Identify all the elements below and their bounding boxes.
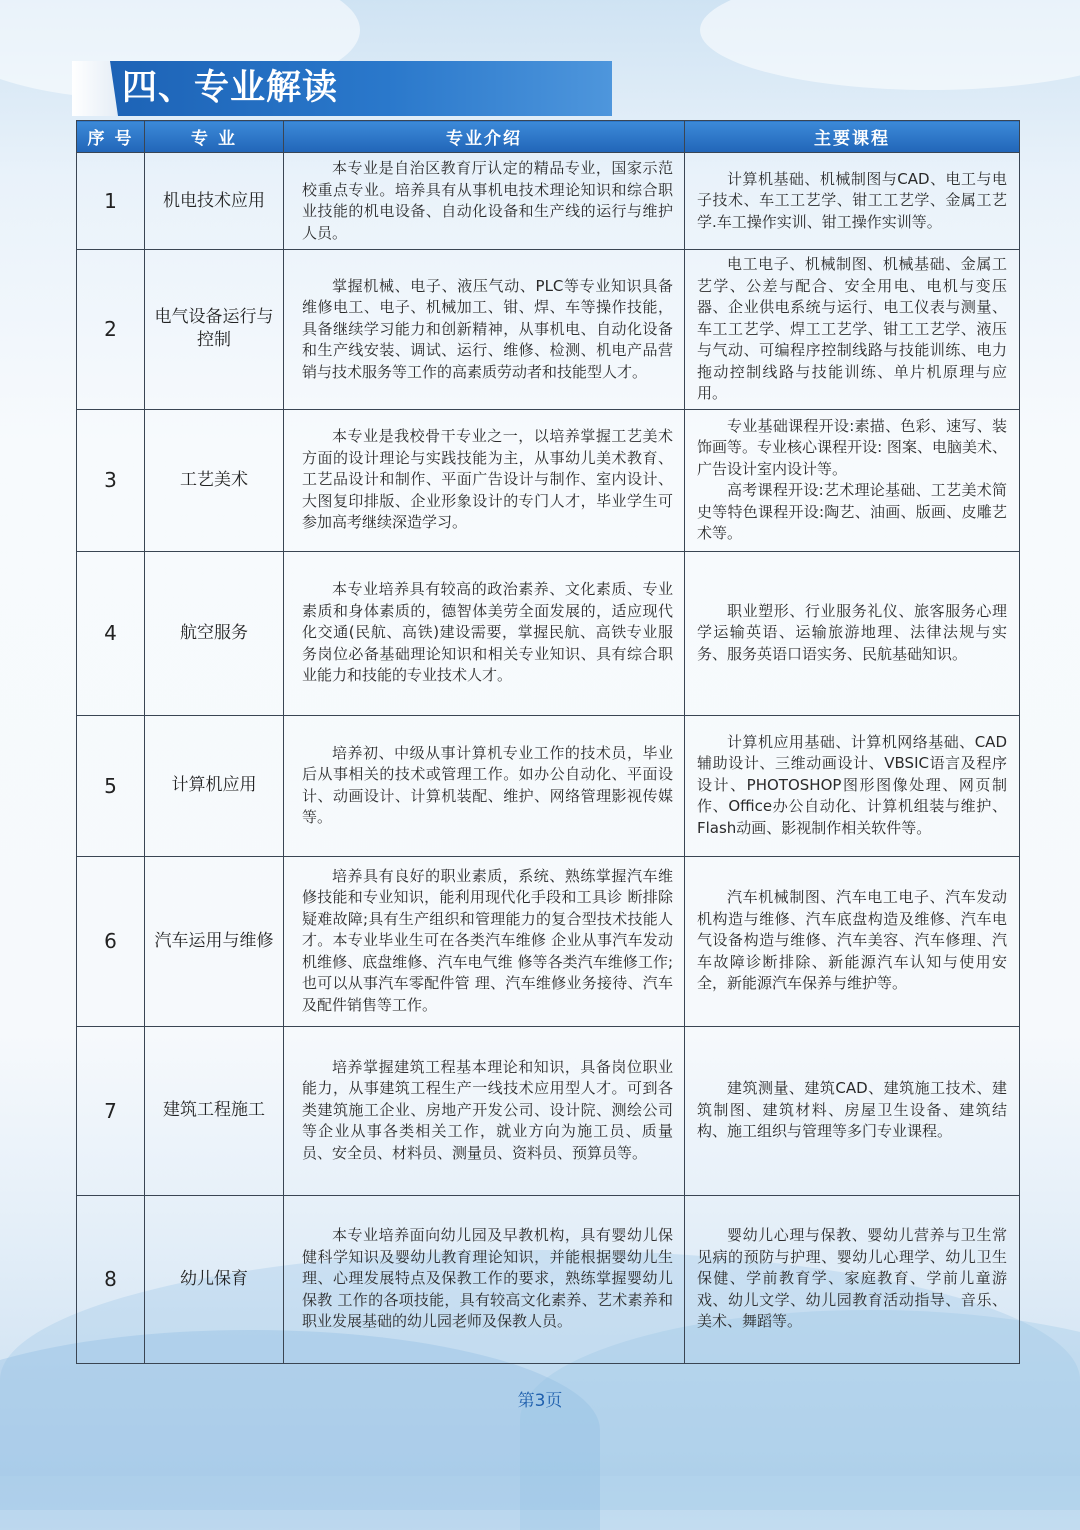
- row-number: 7: [77, 1026, 145, 1195]
- courses-text: 计算机应用基础、计算机网络基础、CAD辅助设计、三维动画设计、VBSIC语言及程序设计、PHOTOSHOP图形图像处理、网页制作、Office办公自动化、计算机组装与维护、Flash动画、影视制作相关软件等。: [697, 732, 1007, 837]
- major-courses: [685, 409, 1020, 551]
- major-intro: [284, 715, 685, 856]
- major-name: 汽车运用与维修: [145, 856, 284, 1026]
- table-row: [77, 409, 1020, 551]
- major-courses: [685, 153, 1020, 250]
- major-name: 工艺美术: [145, 409, 284, 551]
- table-row: [77, 1195, 1020, 1363]
- major-courses: [685, 250, 1020, 410]
- table-row: [77, 250, 1020, 410]
- courses-text: 电工电子、机械制图、机械基础、金属工艺学、公差与配合、安全用电、电机与变压器、企业供电系统与运行、电工仪表与测量、车工工艺学、焊工工艺学、钳工工艺学、液压与气动、可编程序控制线路与技能训练、电力拖动控制线路与技能训练、单片机原理与应用。: [697, 255, 1007, 402]
- major-courses: [685, 1195, 1020, 1363]
- header-major: 专 业: [145, 121, 284, 153]
- courses-text: 专业基础课程开设:素描、色彩、速写、装饰画等。专业核心课程开设: 图案、电脑美术、广告设计室内设计等。: [697, 416, 1007, 478]
- cloud-decoration: [700, 0, 1080, 90]
- major-intro: [284, 1026, 685, 1195]
- header-num: 序 号: [77, 121, 145, 153]
- row-number: 8: [77, 1195, 145, 1363]
- courses-text: 高考课程开设:艺术理论基础、工艺美术简史等特色课程开设:陶艺、油画、版画、皮雕艺术等。: [697, 481, 1007, 542]
- major-name: 计算机应用: [145, 715, 284, 856]
- row-number: 1: [77, 153, 145, 250]
- major-intro: [284, 856, 685, 1026]
- row-number: 4: [77, 551, 145, 715]
- major-courses: [685, 1026, 1020, 1195]
- header-accent: [72, 61, 116, 116]
- row-number: 6: [77, 856, 145, 1026]
- major-courses: [685, 715, 1020, 856]
- row-number: 3: [77, 409, 145, 551]
- intro-text: 培养初、中级从事计算机专业工作的技术员，毕业后从事相关的技术或管理工作。如办公自动化、平面设计、动画设计、计算机装配、维护、网络管理影视传媒等。: [302, 743, 673, 826]
- header-courses: 主要课程: [685, 121, 1020, 153]
- courses-text: 建筑测量、建筑CAD、建筑施工技术、建筑制图、建筑材料、房屋卫生设备、建筑结构、施工组织与管理等多门专业课程。: [697, 1079, 1007, 1141]
- major-name: 建筑工程施工: [145, 1026, 284, 1195]
- major-intro: [284, 153, 685, 250]
- major-intro: [284, 1195, 685, 1363]
- table-row: [77, 715, 1020, 856]
- intro-text: 培养具有良好的职业素质，系统、熟练掌握汽车维修技能和专业知识，能利用现代化手段和工具诊 断排除疑难故障;具有生产组织和管理能力的复合型技术技能人才。本专业毕业生可在各类汽车维修 企业从事汽车发动机维修、底盘维修、汽车电气维 修等各类汽车维修工作; 也可以从事汽车零配件管 理、汽车维修业务接待、汽车及配件销售等工作。: [302, 866, 673, 1014]
- table-row: [77, 1026, 1020, 1195]
- major-intro: [284, 551, 685, 715]
- intro-text: 本专业培养面向幼儿园及早教机构，具有婴幼儿保健科学知识及婴幼儿教育理论知识，并能根据婴幼儿生理、心理发展特点及保教工作的要求，熟练掌握婴幼儿保教 工作的各项技能，具有较高文化素养、艺术素养和职业发展基础的幼儿园老师及保教人员。: [302, 1226, 673, 1331]
- courses-text: 汽车机械制图、汽车电工电子、汽车发动机构造与维修、汽车底盘构造及维修、汽车电气设备构造与维修、汽车美容、汽车修理、汽车故障诊断排除、新能源汽车认知与使用安全，新能源汽车保养与维护等。: [697, 888, 1007, 993]
- courses-text: 计算机基础、机械制图与CAD、电工与电子技术、车工工艺学、钳工工艺学、金属工艺学.车工操作实训、钳工操作实训等。: [697, 169, 1007, 231]
- major-courses: [685, 856, 1020, 1026]
- table-header-row: [77, 121, 1020, 153]
- major-intro: [284, 250, 685, 410]
- table-row: [77, 551, 1020, 715]
- page-number: 第3页: [517, 1391, 563, 1411]
- intro-text: 本专业培养具有较高的政治素养、文化素质、专业素质和身体素质的，德智体美劳全面发展的，适应现代化交通(民航、高铁)建设需要，掌握民航、高铁专业服务岗位必备基础理论知识和相关专业知识、具有综合职业能力和技能的专业技术人才。: [302, 580, 673, 685]
- section-header: [72, 61, 612, 116]
- major-name: 航空服务: [145, 551, 284, 715]
- majors-table: [76, 120, 1020, 1364]
- major-name: 电气设备运行与控制: [145, 250, 284, 410]
- intro-text: 本专业是我校骨干专业之一，以培养掌握工艺美术方面的设计理论与实践技能为主，从事幼儿美术教育、工艺品设计和制作、平面广告设计与制作、室内设计、大图复印排版、企业形象设计的专门人才，毕业学生可参加高考继续深造学习。: [302, 427, 673, 532]
- table-row: [77, 153, 1020, 250]
- major-name: 幼儿保育: [145, 1195, 284, 1363]
- intro-text: 培养掌握建筑工程基本理论和知识，具备岗位职业能力，从事建筑工程生产一线技术应用型人才。可到各类建筑施工企业、房地产开发公司、设计院、测绘公司等企业从事各类相关工作，就业方向为施工员、质量员、安全员、材料员、测量员、资料员、预算员等。: [302, 1057, 673, 1162]
- intro-text: 本专业是自治区教育厅认定的精品专业，国家示范校重点专业。培养具有从事机电技术理论知识和综合职业技能的机电设备、自动化设备和生产线的运行与维护人员。: [302, 159, 673, 242]
- courses-text: 婴幼儿心理与保教、婴幼儿营养与卫生常见病的预防与护理、婴幼儿心理学、幼儿卫生保健、学前教育学、家庭教育、学前儿童游戏、幼儿文学、幼儿园教育活动指导、音乐、美术、舞蹈等。: [697, 1226, 1007, 1331]
- section-title: 四、专业解读: [122, 68, 339, 108]
- major-courses: [685, 551, 1020, 715]
- major-name: 机电技术应用: [145, 153, 284, 250]
- header-intro: 专业介绍: [284, 121, 685, 153]
- row-number: 5: [77, 715, 145, 856]
- row-number: 2: [77, 250, 145, 410]
- intro-text: 掌握机械、电子、液压气动、PLC等专业知识具备维修电工、电子、机械加工、钳、焊、车等操作技能，具备继续学习能力和创新精神，从事机电、自动化设备和生产线安装、调试、运行、维修、检测、机电产品营销与技术服务等工作的高素质劳动者和技能型人才。: [302, 276, 673, 381]
- courses-text: 职业塑形、行业服务礼仪、旅客服务心理学运输英语、运输旅游地理、法律法规与实务、服务英语口语实务、民航基础知识。: [697, 601, 1007, 663]
- table-row: [77, 856, 1020, 1026]
- major-intro: [284, 409, 685, 551]
